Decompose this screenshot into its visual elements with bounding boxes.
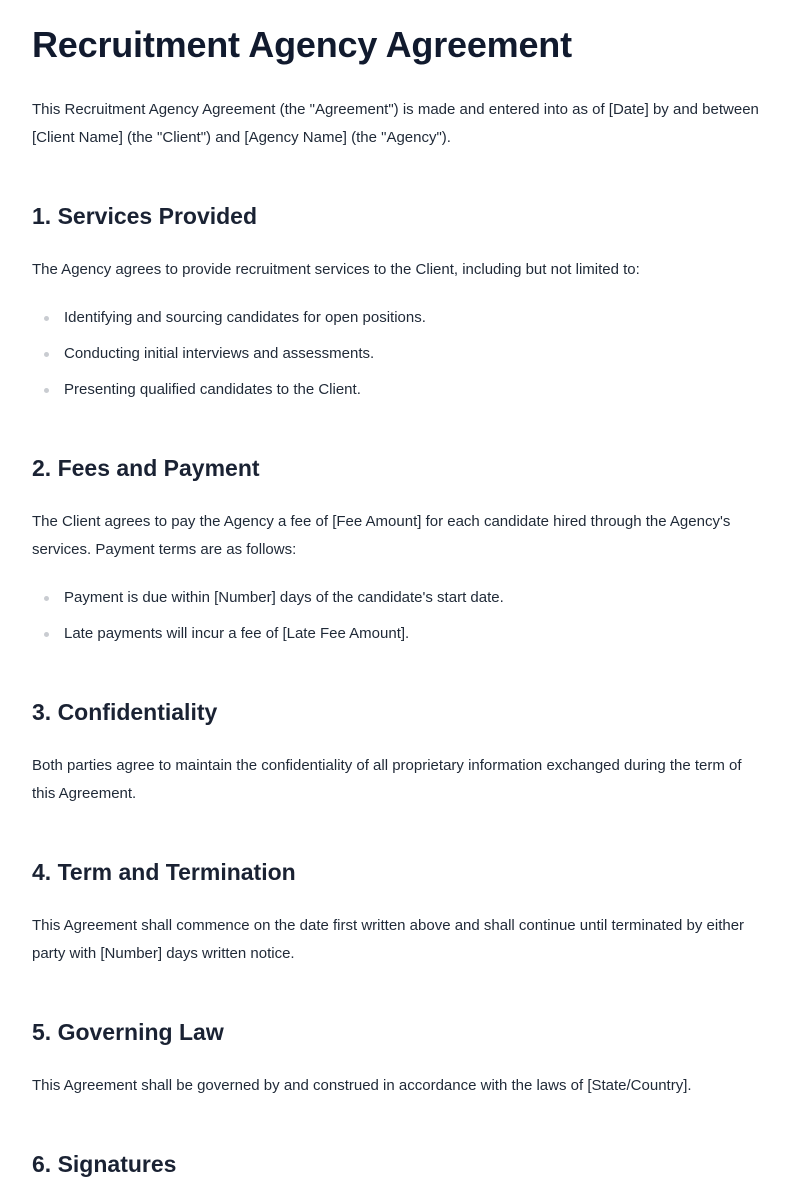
section-body-governing-law: This Agreement shall be governed by and construed in accordance with the laws of [State/Country].	[32, 1077, 692, 1094]
list-item: Late payments will incur a fee of [Late Fee Amount].	[32, 624, 768, 644]
section-heading-term: 4. Term and Termination	[32, 859, 296, 885]
list-item: Conducting initial interviews and assessments.	[32, 344, 768, 364]
section-body-term: This Agreement shall commence on the date first written above and shall continue until terminated by either party with [Number] days written notice.	[32, 917, 745, 962]
section-body-services: The Agency agrees to provide recruitment services to the Client, including but not limited to:	[32, 261, 640, 278]
section-body-confidentiality: Both parties agree to maintain the confidentiality of all proprietary information exchanged during the term of this Agreement.	[32, 757, 742, 802]
document-title: Recruitment Agency Agreement	[32, 24, 572, 65]
section-heading-fees: 2. Fees and Payment	[32, 455, 260, 481]
section-heading-signatures: 6. Signatures	[32, 1151, 177, 1177]
section-heading-services: 1. Services Provided	[32, 203, 258, 229]
services-list	[32, 308, 768, 416]
list-item: Presenting qualified candidates to the Client.	[32, 380, 768, 400]
payment-terms-list	[32, 588, 768, 660]
section-heading-confidentiality: 3. Confidentiality	[32, 699, 218, 725]
list-item: Payment is due within [Number] days of the candidate's start date.	[32, 588, 768, 608]
list-item: Identifying and sourcing candidates for open positions.	[32, 308, 768, 328]
section-heading-governing-law: 5. Governing Law	[32, 1019, 224, 1045]
section-body-fees: The Client agrees to pay the Agency a fee of [Fee Amount] for each candidate hired through the Agency's services. Payment terms are as follows:	[32, 513, 731, 558]
intro-paragraph: This Recruitment Agency Agreement (the "Agreement") is made and entered into as of [Date] by and between [Client Name] (the "Client") and [Agency Name] (the "Agency").	[32, 101, 759, 146]
